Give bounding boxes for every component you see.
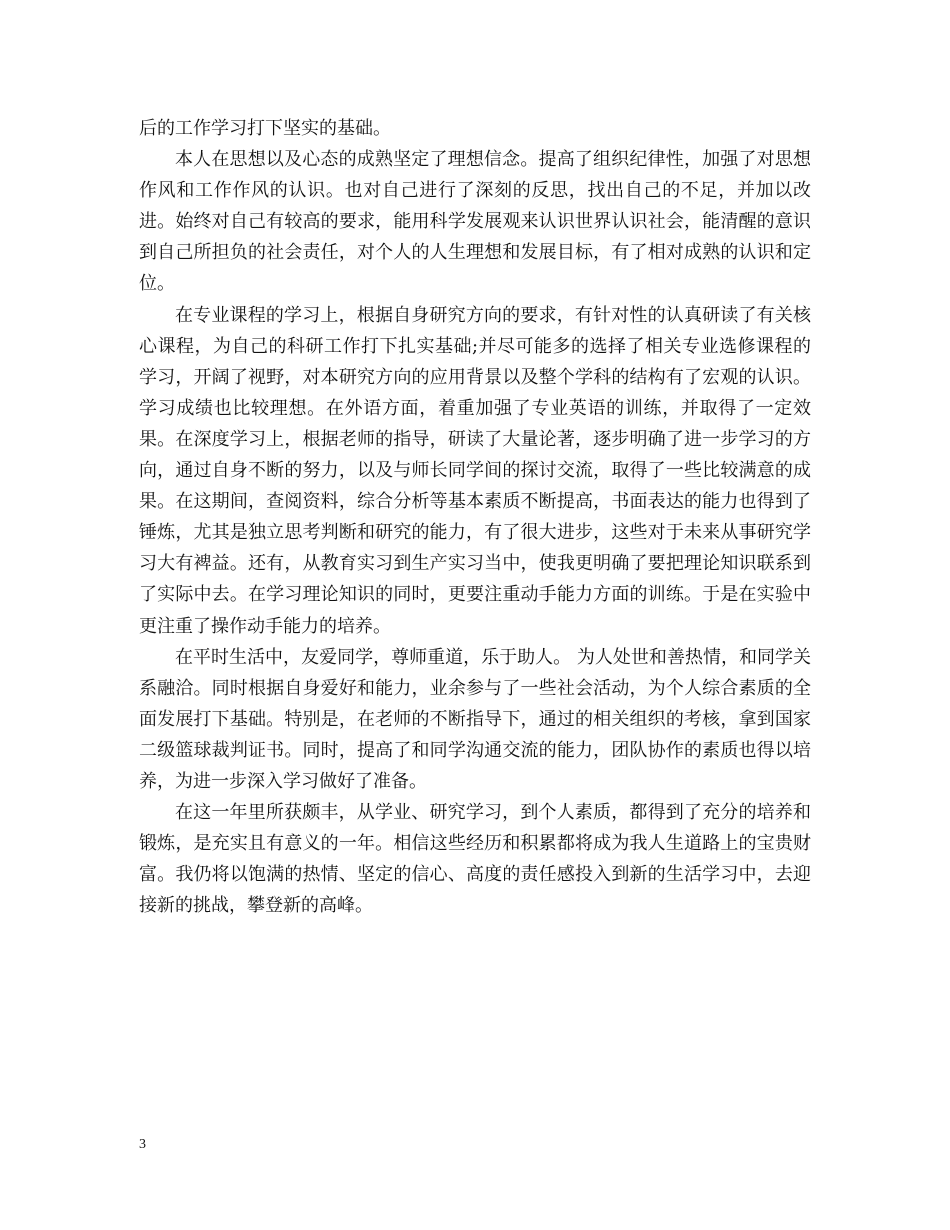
paragraph-coursework: 在专业课程的学习上，根据自身研究方向的要求，有针对性的认真研读了有关核心课程，为自己的科研工作打下扎实基础;并尽可能多的选择了相关专业选修课程的学习，开阔了视野，对本研究方向的应用背景以及整个学科的结构有了宏观的认识。学习成绩也比较理想。在外语方面，着重加强了专业英语的训练，并取得了一定效果。在深度学习上，根据老师的指导，研读了大量论著，逐步明确了进一步学习的方向，通过自身不断的努力，以及与师长同学间的探讨交流，取得了一些比较满意的成果。在这期间，查阅资料，综合分析等基本素质不断提高，书面表达的能力也得到了锤炼，尤其是独立思考判断和研究的能力，有了很大进步，这些对于未来从事研究学习大有裨益。还有，从教育实习到生产实习当中，使我更明确了要把理论知识联系到了实际中去。在学习理论知识的同时，更要注重动手能力方面的训练。于是在实验中更注重了操作动手能力的培养。 — [139, 304, 811, 637]
page-number: 3 — [139, 1137, 146, 1152]
paragraph-conclusion: 在这一年里所获颇丰，从学业、研究学习，到个人素质，都得到了充分的培养和锻炼，是充实且有意义的一年。相信这些经历和积累都将成为我人生道路上的宝贵财富。我仍将以饱满的热情、坚定的信心、高度的责任感投入到新的生活学习中，去迎接新的挑战，攀登新的高峰。 — [139, 802, 811, 917]
paragraph-continuation: 后的工作学习打下坚实的基础。 — [139, 118, 391, 139]
body-text — [139, 113, 811, 921]
paragraph-daily-life: 在平时生活中，友爱同学，尊师重道，乐于助人。 为人处世和善热情，和同学关系融洽。同时根据自身爱好和能力，业余参与了一些社会活动，为个人综合素质的全面发展打下基础。特别是，在老师的不断指导下，通过的相关组织的考核，拿到国家二级篮球裁判证书。同时，提高了和同学沟通交流的能力，团队协作的素质也得以培养，为进一步深入学习做好了准备。 — [139, 646, 811, 792]
paragraph-ideology: 本人在思想以及心态的成熟坚定了理想信念。提高了组织纪律性，加强了对思想作风和工作作风的认识。也对自己进行了深刻的反思，找出自己的不足，并加以改进。始终对自己有较高的要求，能用科学发展观来认识世界认识社会，能清醒的意识到自己所担负的社会责任，对个人的人生理想和发展目标，有了相对成熟的认识和定位。 — [139, 149, 811, 295]
